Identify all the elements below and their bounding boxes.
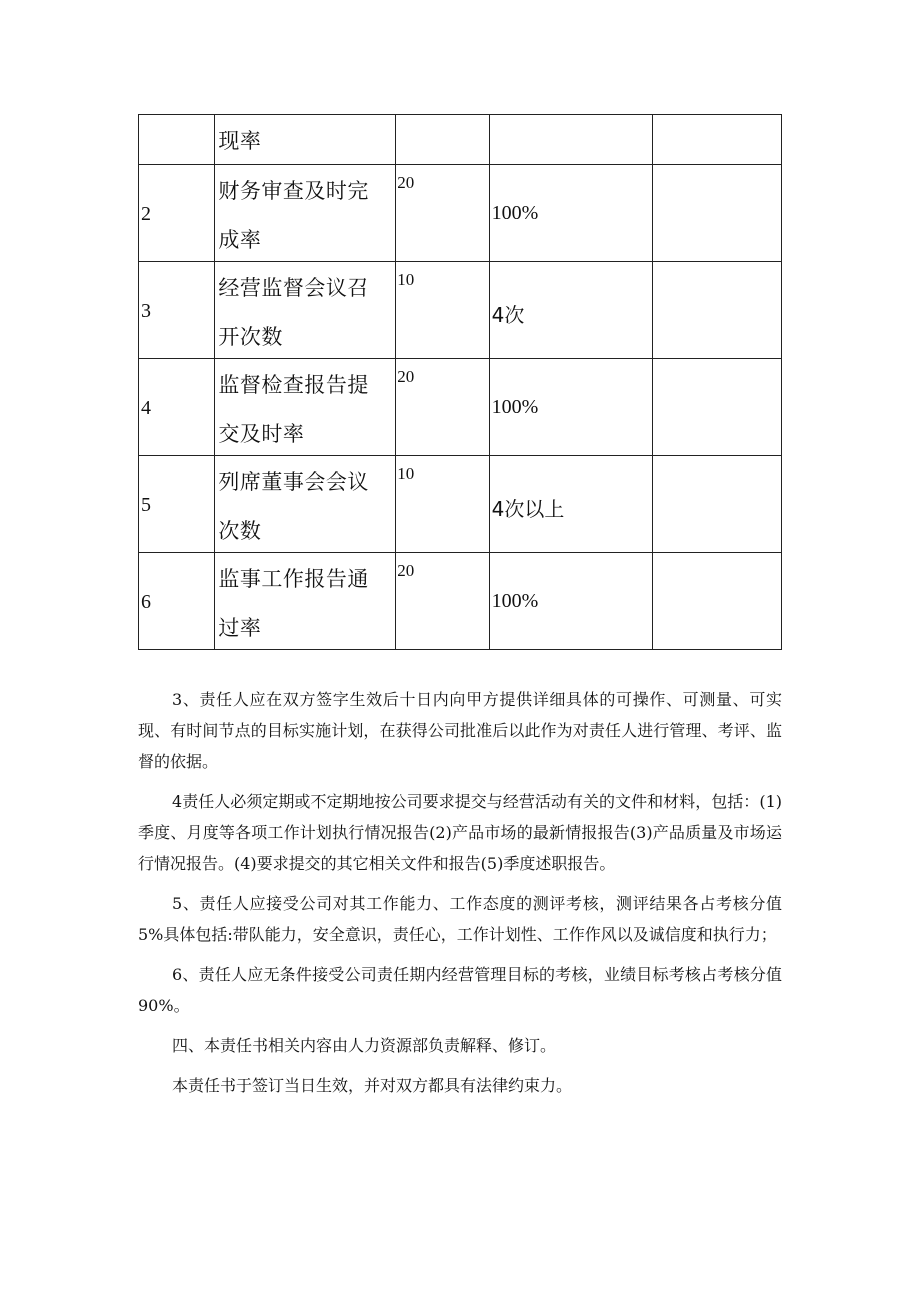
row-number: 4: [141, 397, 151, 419]
row-number-cell: [139, 262, 215, 359]
weight-cell: [396, 456, 489, 553]
kpi-table: [138, 114, 782, 650]
indicator-name-cell: [215, 553, 396, 650]
target-cell: [489, 456, 653, 553]
row-number-cell: [139, 553, 215, 650]
row-number: 5: [141, 494, 151, 516]
weight-value: 20: [397, 561, 415, 580]
table-row: [139, 359, 782, 456]
indicator-name-cell: [215, 456, 396, 553]
table-row: [139, 262, 782, 359]
weight-cell: [396, 359, 489, 456]
indicator-name-cell: [215, 165, 396, 262]
target-cell: [489, 115, 653, 165]
table-row: [139, 553, 782, 650]
table-row: [139, 115, 782, 165]
target-value: 100%: [491, 202, 539, 224]
target-cell: [489, 553, 653, 650]
paragraph-assessment: 6、责任人应无条件接受公司责任期内经营管理目标的考核，业绩目标考核占考核分值90%。: [138, 965, 782, 1015]
row-number-cell: [139, 165, 215, 262]
note-cell: [653, 165, 782, 262]
target-cell: [489, 359, 653, 456]
row-number: 3: [141, 300, 151, 322]
indicator-name: 经营监督会议召开次数: [218, 276, 369, 349]
row-number-cell: [139, 456, 215, 553]
weight-cell: [396, 165, 489, 262]
body-text: [138, 684, 782, 1110]
paragraph-reports: 4责任人必须定期或不定期地按公司要求提交与经营活动有关的文件和材料，包括：(1)季度、月度等各项工作计划执行情况报告(2)产品市场的最新情报报告(3)产品质量及市场运行情况报告。(4)要求提交的其它相关文件和报告(5)季度述职报告。: [138, 792, 782, 873]
target-value: 100%: [491, 396, 539, 418]
weight-value: 10: [397, 464, 415, 483]
indicator-name-cell: [215, 115, 396, 165]
indicator-name: 列席董事会会议次数: [218, 470, 369, 543]
row-number: 6: [141, 591, 151, 613]
weight-cell: [396, 553, 489, 650]
table-row: [139, 456, 782, 553]
paragraph-effective: 本责任书于签订当日生效，并对双方都具有法律约束力。: [172, 1076, 573, 1095]
weight-value: 20: [397, 367, 415, 386]
indicator-name: 财务审查及时完成率: [218, 179, 369, 252]
row-number: 2: [141, 203, 151, 225]
indicator-name-cell: [215, 262, 396, 359]
note-cell: [653, 262, 782, 359]
weight-value: 20: [397, 173, 415, 192]
target-cell: [489, 262, 653, 359]
target-value: 4次以上: [491, 497, 565, 521]
paragraph-evaluation: 5、责任人应接受公司对其工作能力、工作态度的测评考核，测评结果各占考核分值5%具体包括:带队能力，安全意识，责任心，工作计划性、工作作风以及诚信度和执行力；: [138, 894, 782, 944]
indicator-name: 现率: [218, 129, 262, 153]
table-row: [139, 165, 782, 262]
target-cell: [489, 165, 653, 262]
row-number-cell: [139, 115, 215, 165]
target-value: 4次: [491, 303, 525, 327]
note-cell: [653, 553, 782, 650]
note-cell: [653, 359, 782, 456]
indicator-name: 监督检查报告提交及时率: [218, 373, 369, 446]
target-value: 100%: [491, 590, 539, 612]
paragraph-interpretation: 四、本责任书相关内容由人力资源部负责解释、修订。: [172, 1036, 557, 1055]
weight-cell: [396, 115, 489, 165]
indicator-name: 监事工作报告通过率: [218, 567, 369, 640]
note-cell: [653, 115, 782, 165]
paragraph-plan: 3、责任人应在双方签字生效后十日内向甲方提供详细具体的可操作、可测量、可实现、有时间节点的目标实施计划，在获得公司批准后以此作为对责任人进行管理、考评、监督的依据。: [138, 690, 782, 771]
row-number-cell: [139, 359, 215, 456]
indicator-name-cell: [215, 359, 396, 456]
weight-cell: [396, 262, 489, 359]
note-cell: [653, 456, 782, 553]
weight-value: 10: [397, 270, 415, 289]
